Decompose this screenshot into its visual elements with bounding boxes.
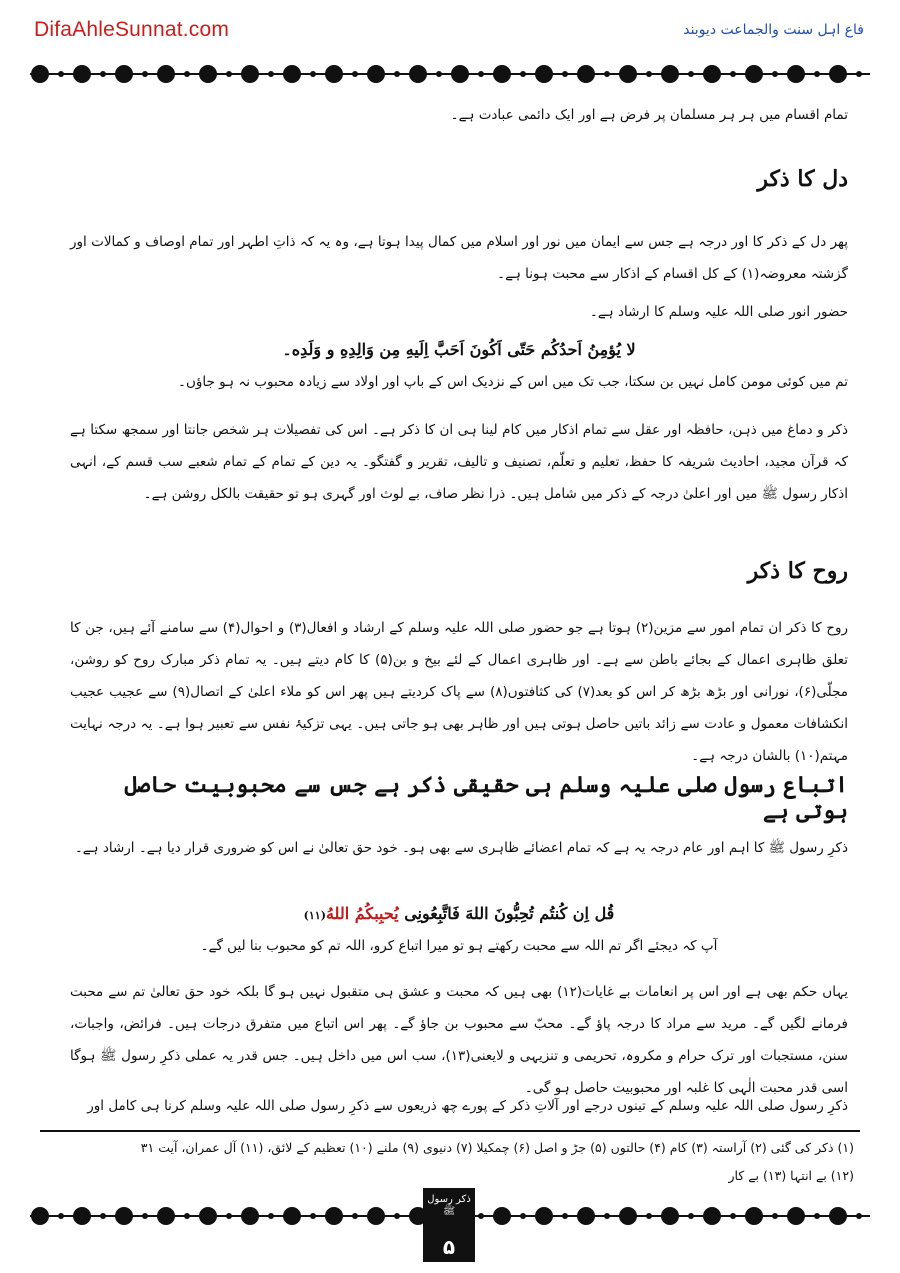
paragraph: ذکر و دماغ میں ذہن، حافظہ اور عقل سے تمام اذکار میں کام لینا ہی ان کا ذکر ہے۔ اس کی تفصیلات ہر شخص جانتا اور سمجھ سکتا ہے کہ قرآن مجید، احادیث شریفہ کا حفظ، تعلیم و تعلّم، تصنیف و تالیف، تقریر و گفتگو۔ یہ دین کے تمام کے تمام شعبے سب قسم کے، انہی اذکار رسول ﷺ میں اور اعلیٰ درجہ کے ذکر میں شامل ہیں۔ ذرا نظر صاف، بے لوث اور گہری ہو تو حقیقت بالکل روشن ہے۔ [70, 422, 848, 502]
hadith-arabic: لا يُؤمِنُ اَحدُكُم حَتّى اَكُونَ اَحَبَّ اِلَيهِ مِن وَالِدِهِ و وَلَدِه۔ [282, 340, 636, 359]
quran-verse-block [70, 904, 848, 923]
verse-ref: (۱۱) [303, 909, 326, 922]
paragraph: حضور انور صلی اللہ علیہ وسلم کا ارشاد ہے۔ [589, 304, 848, 320]
quran-verse [70, 904, 848, 923]
verse-translation: آپ کہ دیجئے اگر تم اللہ سے محبت رکھتے ہو تو میرا اتباع کرو، اللہ تم کو محبوب بنا لیں گے۔ [200, 938, 718, 954]
section-heading-heart: دل کا ذکر [757, 166, 848, 192]
hadith-translation: تم میں کوئی مومن کامل نہیں بن سکتا، جب تک میں اس کے نزدیک اس کے باپ اور اولاد سے زیادہ محبوب نہ ہو جاؤں۔ [178, 374, 848, 390]
footnotes [46, 1134, 854, 1190]
dot-chain-top [30, 62, 870, 86]
hadith-intro [70, 296, 848, 328]
section-soul-body [70, 612, 848, 772]
section-heart-body [70, 226, 848, 290]
footnote-line: (۱۲) بے انتہا (۱۳) بے کار [728, 1168, 854, 1183]
paragraph: روح کا ذکر ان تمام امور سے مزین(۲) ہوتا ہے جو حضور صلی اللہ علیہ وسلم کے ارشاد و افعال(۳) و احوال(۴) سے سامنے آئے ہیں، جن کا تعلق ظاہری اعمال کے بجائے باطن سے ہے۔ اور ظاہری اعمال کے لئے بیخ و بن(۵) کا کام دیتے ہیں۔ یہ تمام ذکر مبارک روح کو روشن، مجلّی(۶)، نورانی اور بڑھ بڑھ کر اس کو بعد(۷) کی کثافتوں(۸) سے پاک کردیتے ہیں پھر اس کو ملاء اعلیٰ کے اتصال(۹) سے عجیب عجیب انکشافات معمول و عادت سے زائد باتیں حاصل ہوتی ہیں اور ظاہر بھی ہو جاتی ہیں۔ یہی تزکیۂ نفس سے تعبیر ہوا ہے۔ یہ درجہ نہایت مہتم(۱۰) بالشان درجہ ہے۔ [70, 620, 849, 764]
section-follow-body [70, 832, 848, 864]
footnote-line: (۱) ذکر کی گئی (۲) آراستہ (۳) کام (۴) حالتوں (۵) جڑ و اصل (۶) چمکیلا (۷) دنیوی (۹) ملنے (۱۰) تعظیم کے لائق، (۱۱) آل عمران، آیت ۳۱ [140, 1140, 854, 1155]
verse-part: قُل اِن كُنتُم تُحِبُّونَ اللهَ فَاتَّبِعُونِى [398, 904, 615, 923]
section-soul [70, 558, 848, 584]
verse-highlight: يُحبِبكُمُ اللهُ [325, 904, 399, 923]
section-heart [70, 166, 848, 192]
intro-block [70, 99, 848, 131]
section-heading-soul: روح کا ذکر [747, 558, 848, 584]
paragraph: ذکرِ رسول صلی اللہ علیہ وسلم کے تینوں درجے اور آلاتِ ذکر کے پورے چھ ذریعوں سے ذکرِ رسول صلی اللہ علیہ وسلم کرنا ہی کامل اور [87, 1098, 848, 1114]
section-follow [70, 772, 848, 824]
follow-degrees-block [70, 976, 848, 1104]
paragraph: پھر دل کے ذکر کا اور درجہ ہے جس سے ایمان میں نور اور اسلام میں کمال پیدا ہوتا ہے، وہ یہ کہ ذاتِ اطہر اور تمام اوصاف و کمالات اور گزشتہ معروضہ(۱) کے کل اقسام کے اذکار سے محبت ہونا ہے۔ [70, 234, 848, 282]
paragraph: ذکرِ رسول ﷺ کا اہم اور عام درجہ یہ ہے کہ تمام اعضائے ظاہری سے بھی ہو۔ خود حق تعالیٰ نے اس کو ضروری قرار دیا ہے۔ ارشاد ہے۔ [74, 840, 848, 856]
page-number: ۵ [442, 1235, 456, 1259]
footnote-divider [40, 1130, 860, 1132]
paragraph: یہاں حکم بھی ہے اور اس پر انعامات بے غایات(۱۲) بھی ہیں کہ محبت و عشق ہی متقبول نہیں ہو گا بلکہ خود حق تعالیٰ تم سے محبت فرمانے لگیں گے۔ مرید سے مراد کا درجہ پاؤ گے۔ محبّ سے محبوب بن جاؤ گے۔ پھر اس اتباع میں متفرق درجات ہیں۔ فرائض، واجبات، سنن، مستجبات اور ترک حرام و مکروہ، تحریمی و تنزیہی و لایعنی(۱۳)، سب اس میں داخل ہیں۔ جس قدر یہ عملی ذکرِ رسول ﷺ ہوگا اسی قدر محبت الٰہی کا غلبہ اور محبوبیت حاصل ہو گی۔ [70, 984, 848, 1096]
mind-block [70, 414, 848, 510]
hadith-arabic-block [70, 340, 848, 359]
hadith-translation-block [70, 366, 848, 398]
verse-translation-block [70, 930, 848, 962]
page-number-box [423, 1188, 475, 1262]
follow-end-block [70, 1090, 848, 1122]
header-title: فاع اہل سنت والجماعت دیوبند [683, 22, 864, 38]
intro-text: تمام اقسام میں ہر ہر مسلمان پر فرض ہے اور ایک دائمی عبادت ہے۔ [450, 107, 848, 123]
site-url[interactable]: DifaAhleSunnat.com [34, 18, 230, 41]
top-dot-border [30, 62, 870, 86]
section-heading-follow: اتباع رسول صلی علیہ وسلم ہی حقیقی ذکر ہے جس سے محبوبیت حاصل ہوتی ہے [124, 772, 848, 824]
book-label: ذکر رسول ﷺ [427, 1194, 471, 1217]
